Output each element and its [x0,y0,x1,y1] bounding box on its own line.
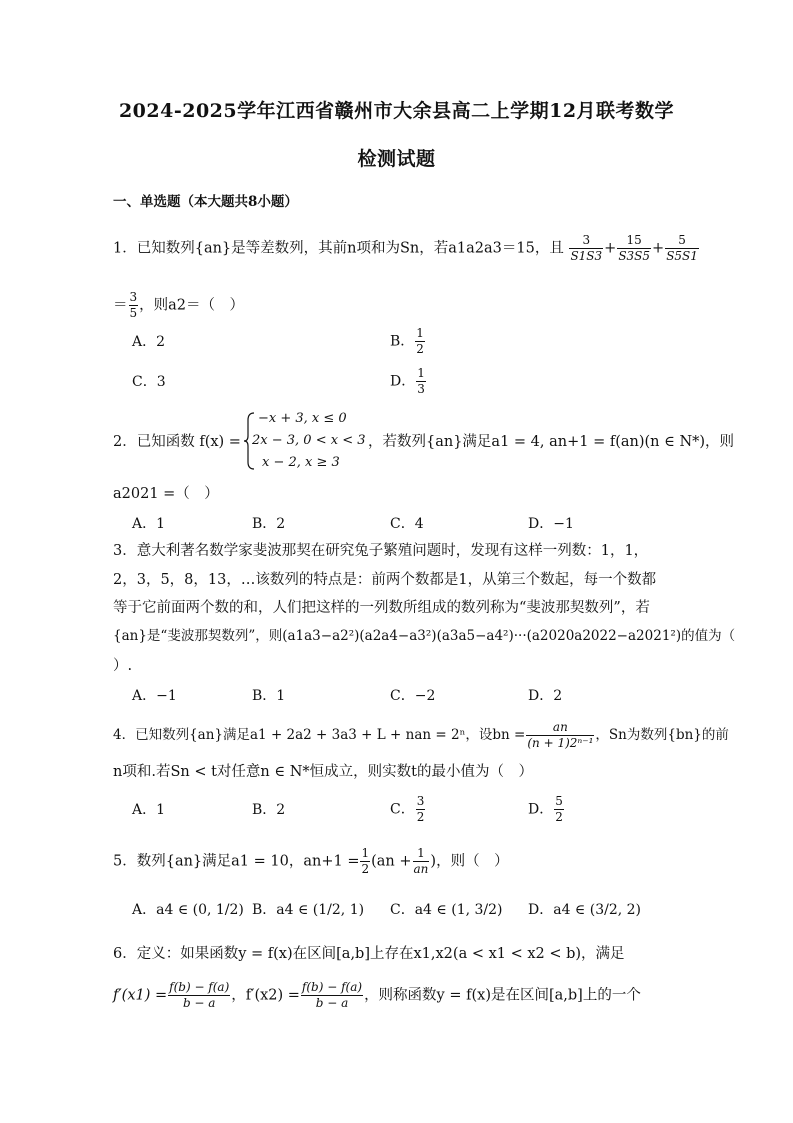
q1-frac-1: $\frac{3}{S1S3}$ [570,233,603,263]
q4-line-2: n项和.若Sn < t对任意n ∈ N*恒成立，则实数t的最小值为（ ） [113,764,533,780]
q6-line-2: f′(x1) = $\frac{f(b) - f(a)}{b - a}$ ，f′(x2) = $\frac{f(b) - f(a)}{b - a}$ ，则称函数y = f(x)是在区间[a,b]上的一个 [113,980,641,1010]
q2-text-c: a2021 =（ ） [113,486,219,502]
q3-line-4: {an}是“斐波那契数列”，则(a1a3−a2²)(a2a4−a3²)(a3a5−a4²)···(a2020a2022−a2021²)的值为（ [113,628,736,644]
q4-option-c: C． $\frac{3}{2}$ [390,794,425,824]
q3-line-2: 2，3，5，8，13，…该数列的特点是：前两个数都是1，从第三个数起，每一个数都 [113,572,657,588]
section-heading: 一、单选题（本大题共8小题） [113,194,298,210]
q2-text-a: 2．已知函数 f(x) = [113,434,241,450]
q3-option-c: C．−2 [390,688,436,704]
q1-option-c: C．3 [132,374,166,390]
q1-option-d: D． $\frac{1}{3}$ [390,366,425,396]
q2-option-a: A．1 [132,516,166,532]
q2-piece-3: x − 2, x ≥ 3 [262,455,340,470]
q5-option-c: C．a4 ∈ (1, 3/2) [390,902,503,918]
q3-option-a: A．−1 [132,688,177,704]
q1-line-2: ＝ $\frac{3}{5}$ ，则a2＝（ ） [113,290,245,320]
q5-option-a: A．a4 ∈ (0, 1/2) [132,902,244,918]
q5-option-d: D．a4 ∈ (3/2, 2) [528,902,642,918]
q1-frac-3: $\frac{5}{S5S1}$ [666,233,698,263]
q4-option-b: B．2 [252,802,286,818]
q4-option-d: D． $\frac{5}{2}$ [528,794,563,824]
q6-line-1: 6．定义：如果函数y = f(x)在区间[a,b]上存在x1,x2(a < x1 < x2 < b)，满足 [113,946,625,962]
q3-line-1: 3．意大利著名数学家斐波那契在研究兔子繁殖问题时，发现有这样一列数：1，1， [113,543,649,559]
q1-text-b: ，则a2＝（ ） [139,297,245,314]
q2-option-b: B．2 [252,516,286,532]
q4-option-a: A．1 [132,802,166,818]
q3-line-3: 等于它前面两个数的和，人们把这样的一列数所组成的数列称为“斐波那契数列”，若 [113,600,650,616]
q3-option-b: B．1 [252,688,286,704]
q2-option-d: D．−1 [528,516,574,532]
q1-text-a: 1．已知数列{an}是等差数列，其前n项和为Sn，若a1a2a3＝15，且 [113,240,564,257]
q2-piece-2: 2x − 3, 0 < x < 3 [252,433,366,448]
q1-line-1: 1．已知数列{an}是等差数列，其前n项和为Sn，若a1a2a3＝15，且 $\frac{3}{S1S3}$ + $\frac{15}{S3S5}$ + $\frac{5}{S5S1}$ [113,233,698,263]
q4-line-1: 4．已知数列{an}满足a1 + 2a2 + 3a3 + L + nan = 2ⁿ，设bn = $\frac{an}{\text{(n + 1)2ⁿ⁻¹}}$ ，Sn为数列{bn}的前 [113,720,729,750]
title-line-1: 2024-2025学年江西省赣州市大余县高二上学期12月联考数学 [118,100,675,122]
q5-option-b: B．a4 ∈ (1/2, 1) [252,902,365,918]
q1-frac-2: $\frac{15}{S3S5}$ [618,233,651,263]
q1-frac-4: $\frac{3}{5}$ [129,290,138,320]
q2-piece-1: −x + 3, x ≤ 0 [258,411,347,426]
q2-option-c: C．4 [390,516,424,532]
q5-line-1: 5．数列{an}满足a1 = 10，an+1 = $\frac{1}{2}$ (an + $\frac{1}{an}$ )，则（ ） [113,846,509,876]
q1-option-b: B． $\frac{1}{2}$ [390,326,424,356]
title-line-2: 检测试题 [357,148,436,170]
q3-option-d: D．2 [528,688,563,704]
q1-option-a: A．2 [132,334,166,350]
q2-text-b: ，若数列{an}满足a1 = 4, an+1 = f(an)(n ∈ N*)，则 [368,434,735,450]
q3-line-5: ）. [113,658,133,674]
